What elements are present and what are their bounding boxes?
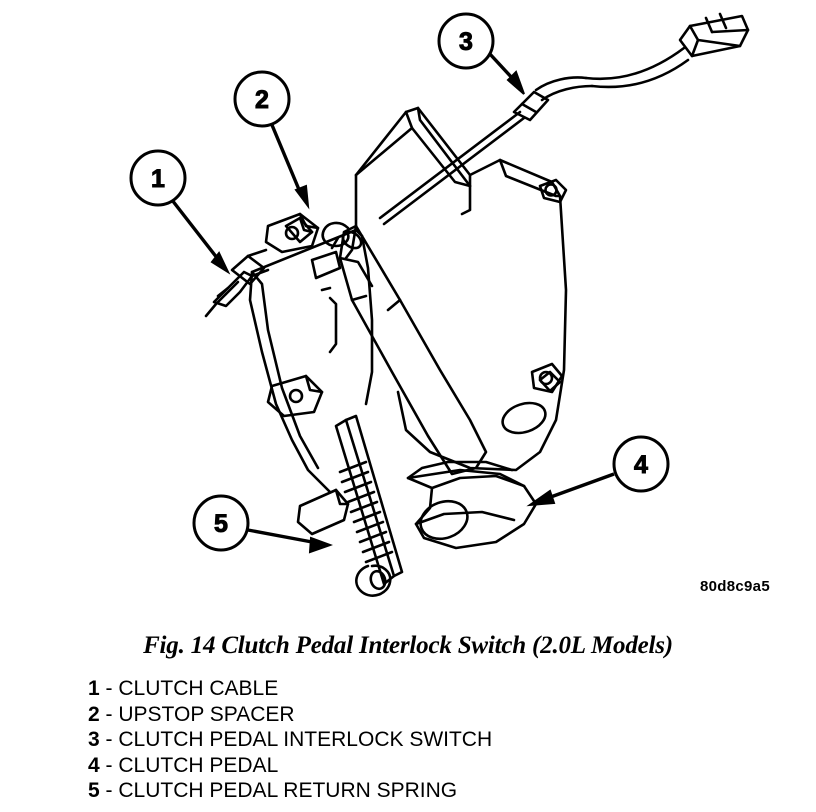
figure-legend bbox=[88, 676, 492, 804]
legend-item-separator: - bbox=[105, 702, 113, 726]
callout-5-label: 5 bbox=[214, 510, 228, 538]
figure-caption: Fig. 14 Clutch Pedal Interlock Switch (2.0L Models) bbox=[143, 632, 673, 659]
image-reference-code: 80d8c9a5 bbox=[700, 578, 770, 595]
legend-item-number: 4 bbox=[88, 753, 100, 777]
legend-item bbox=[88, 676, 492, 702]
legend-item-separator: - bbox=[105, 677, 113, 700]
legend-item bbox=[88, 778, 492, 804]
legend-item-number: 3 bbox=[88, 728, 100, 751]
callout-3 bbox=[439, 14, 524, 94]
legend-item-label: CLUTCH CABLE bbox=[118, 677, 279, 700]
clutch-pedal-pad bbox=[408, 462, 536, 548]
legend-item-label: CLUTCH PEDAL bbox=[118, 753, 279, 777]
legend-item bbox=[88, 702, 492, 728]
callout-1-label: 1 bbox=[151, 165, 165, 193]
legend-item-number: 5 bbox=[88, 779, 100, 802]
callout-1 bbox=[131, 151, 228, 272]
legend-item-separator: - bbox=[105, 728, 113, 751]
clutch-pedal-return-spring bbox=[298, 416, 402, 596]
callout-2 bbox=[235, 72, 308, 206]
legend-item-label: CLUTCH PEDAL RETURN SPRING bbox=[118, 779, 458, 802]
callout-2-label: 2 bbox=[255, 86, 269, 114]
legend-item-number: 1 bbox=[88, 677, 100, 700]
pedal-support-bracket bbox=[250, 108, 566, 492]
legend-item-number: 2 bbox=[88, 702, 100, 726]
legend-item-label: UPSTOP SPACER bbox=[118, 702, 295, 726]
callout-4 bbox=[530, 437, 668, 505]
legend-item bbox=[88, 753, 492, 779]
legend-item-label: CLUTCH PEDAL INTERLOCK SWITCH bbox=[118, 728, 493, 751]
legend-item-separator: - bbox=[105, 753, 113, 777]
callout-3-label: 3 bbox=[459, 28, 473, 56]
legend-item bbox=[88, 727, 492, 753]
callout-4-label: 4 bbox=[634, 451, 648, 479]
legend-item-separator: - bbox=[105, 779, 113, 802]
callout-5 bbox=[194, 496, 330, 552]
